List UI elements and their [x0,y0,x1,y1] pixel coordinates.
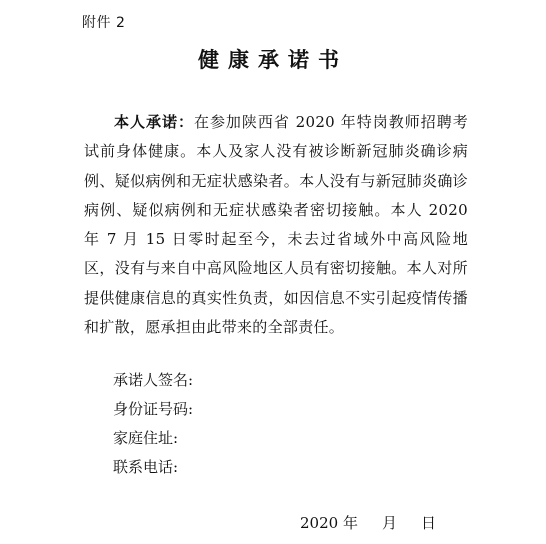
date-line [300,512,436,533]
attachment-label: 附件 2 [82,15,126,31]
document-title: 健康承诺书 [198,47,348,72]
commitment-paragraph [84,108,468,342]
address-field: 家庭住址: [113,429,179,447]
date-year: 2020 年 [300,514,358,532]
id-number-field: 身份证号码: [113,400,194,418]
signature-fields [113,366,193,482]
signature-field: 承诺人签名: [113,371,194,389]
date-day: 日 [420,514,436,532]
commitment-lead: 本人承诺： [114,113,194,131]
phone-field: 联系电话: [113,458,179,476]
date-month: 月 [381,514,397,532]
commitment-text: 在参加陕西省 2020 年特岗教师招聘考试前身体健康。本人及家人没有被诊断新冠肺炎确诊病例、疑似病例和无症状感染者。本人没有与新冠肺炎确诊病例、疑似病例和无症状感染者密切接触。本人 2020 年 7 月 15 日零时起至今，未去过省域外中高风险地区，没有与来自中高风险地区人员有密切接触。本人对所提供健康信息的真实性负责，如因信息不实引起疫情传播和扩散，愿承担由此带来的全部责任。 [84,113,468,337]
